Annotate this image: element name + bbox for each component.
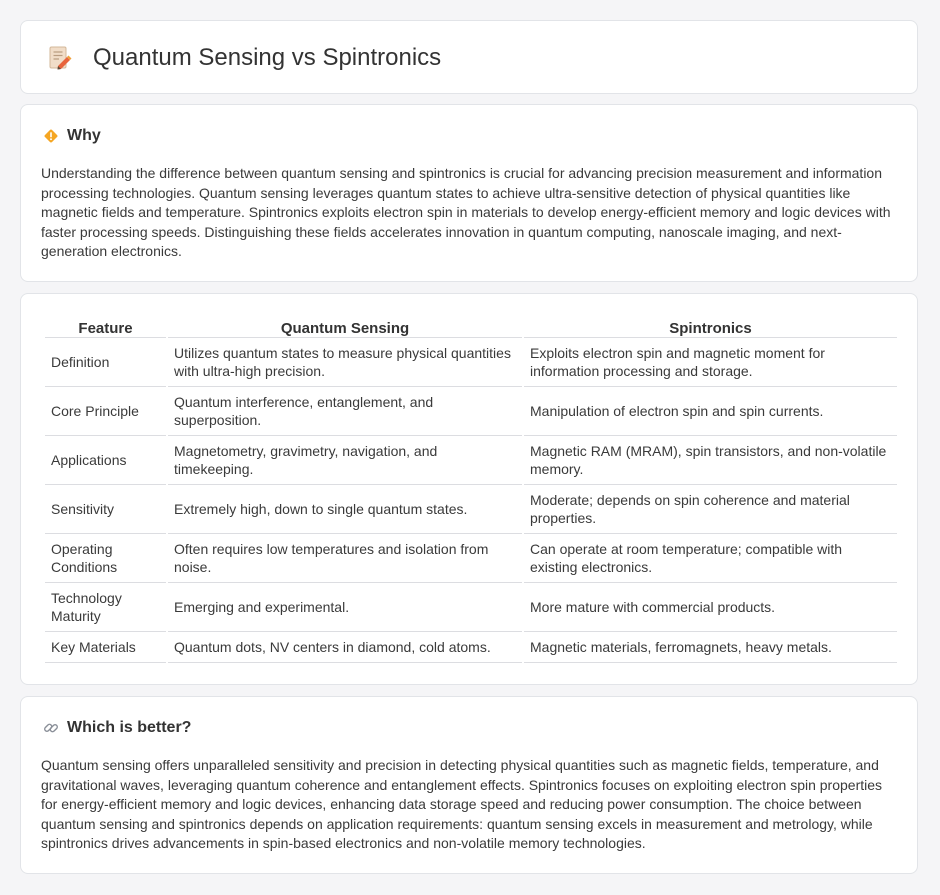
spintronics-cell: Can operate at room temperature; compatible with existing electronics. [524, 534, 897, 583]
which-is-better-heading [43, 719, 191, 737]
feature-cell: Operating Conditions [45, 534, 166, 583]
table-row [45, 387, 897, 436]
table-row [45, 436, 897, 485]
quantum-sensing-cell: Quantum interference, entanglement, and superposition. [168, 387, 522, 436]
feature-cell: Sensitivity [45, 485, 166, 534]
spintronics-cell: Magnetic RAM (MRAM), spin transistors, and non-volatile memory. [524, 436, 897, 485]
link-icon [43, 720, 59, 736]
diamond-warning-icon [43, 128, 59, 144]
why-section [20, 104, 918, 282]
spintronics-cell: More mature with commercial products. [524, 583, 897, 632]
feature-cell: Core Principle [45, 387, 166, 436]
spintronics-cell: Magnetic materials, ferromagnets, heavy metals. [524, 632, 897, 663]
quantum-sensing-cell: Extremely high, down to single quantum states. [168, 485, 522, 534]
column-header-feature: Feature [45, 316, 166, 338]
why-body: Understanding the difference between quantum sensing and spintronics is crucial for advancing precision measurement and information processing technologies. Quantum sensing leverages quantum states to achieve ultra-sensitive detection of physical quantities like magnetic fields and temperature. Spintronics exploits electron spin in materials to develop energy-efficient memory and logic devices with faster processing speeds. Distinguishing these fields accelerates innovation in quantum computing, nanoscale imaging, and next-generation electronics. [41, 165, 891, 260]
which-is-better-heading-label: Which is better? [67, 719, 192, 736]
spintronics-cell: Exploits electron spin and magnetic moment for information processing and storage. [524, 338, 897, 387]
comparison-table [43, 316, 899, 663]
table-row [45, 485, 897, 534]
feature-cell: Definition [45, 338, 166, 387]
table-row [45, 338, 897, 387]
which-is-better-section [20, 696, 918, 874]
table-row [45, 632, 897, 663]
feature-cell: Applications [45, 436, 166, 485]
comparison-section [20, 293, 918, 685]
page-title: Quantum Sensing vs Spintronics [93, 44, 442, 71]
feature-cell: Technology Maturity [45, 583, 166, 632]
quantum-sensing-cell: Magnetometry, gravimetry, navigation, and timekeeping. [168, 436, 522, 485]
which-is-better-body: Quantum sensing offers unparalleled sensitivity and precision in detecting physical quantities such as magnetic fields, temperature, and gravitational waves, leveraging quantum coherence and entanglement effects. Spintronics focuses on exploiting electron spin properties for energy-efficient memory and logic devices, enhancing data storage speed and reducing power consumption. The choice between quantum sensing and spintronics depends on application requirements: quantum sensing excels in measurement and metrology, while spintronics drives advancements in spin-based electronics and non-volatile memory technologies. [41, 757, 883, 852]
why-heading [43, 127, 101, 145]
column-header-quantum-sensing: Quantum Sensing [168, 316, 522, 338]
header-card [20, 20, 918, 94]
table-row [45, 583, 897, 632]
feature-cell: Key Materials [45, 632, 166, 663]
quantum-sensing-cell: Often requires low temperatures and isolation from noise. [168, 534, 522, 583]
table-row [45, 534, 897, 583]
spintronics-cell: Manipulation of electron spin and spin currents. [524, 387, 897, 436]
quantum-sensing-cell: Utilizes quantum states to measure physical quantities with ultra-high precision. [168, 338, 522, 387]
quantum-sensing-cell: Emerging and experimental. [168, 583, 522, 632]
column-header-spintronics: Spintronics [524, 316, 897, 338]
spintronics-cell: Moderate; depends on spin coherence and material properties. [524, 485, 897, 534]
quantum-sensing-cell: Quantum dots, NV centers in diamond, cold atoms. [168, 632, 522, 663]
why-heading-label: Why [67, 127, 101, 144]
document-pencil-icon [47, 45, 73, 71]
page-title-row [47, 43, 441, 73]
table-header-row [45, 316, 897, 338]
